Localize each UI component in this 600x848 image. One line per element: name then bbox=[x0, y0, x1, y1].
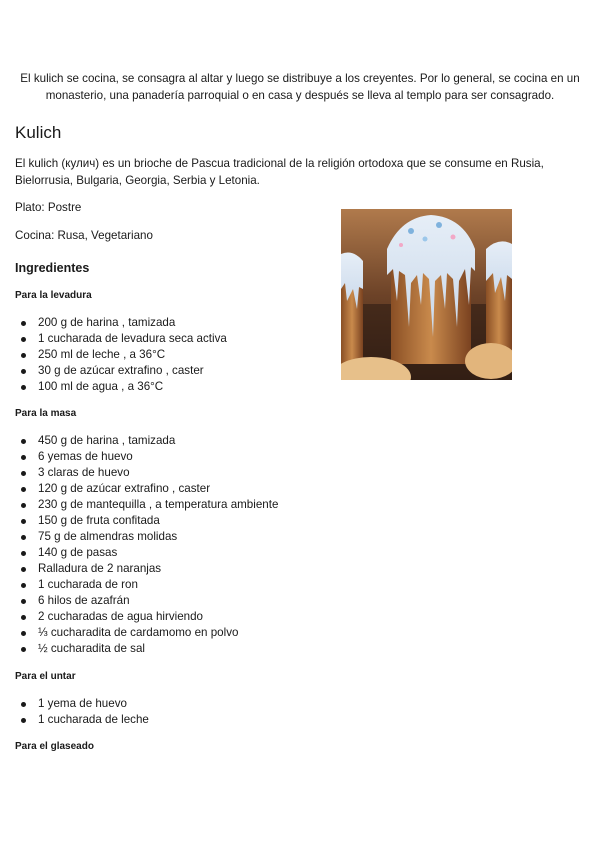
ingredient-item: 1 cucharada de leche bbox=[15, 712, 149, 728]
ingredient-item: 3 claras de huevo bbox=[15, 465, 278, 481]
section-title: Para la levadura bbox=[15, 290, 92, 301]
ingredient-list bbox=[15, 433, 278, 657]
ingredients-heading: Ingredientes bbox=[15, 261, 90, 275]
ingredient-item: 2 cucharadas de agua hirviendo bbox=[15, 609, 278, 625]
section-title: Para la masa bbox=[15, 408, 77, 419]
ingredient-item: 230 g de mantequilla , a temperatura ambiente bbox=[15, 497, 278, 513]
ingredient-item: 30 g de azúcar extrafino , caster bbox=[15, 363, 227, 379]
recipe-cuisine: Cocina: Rusa, Vegetariano bbox=[15, 229, 153, 242]
ingredient-item: 1 cucharada de ron bbox=[15, 577, 278, 593]
ingredient-item: 1 yema de huevo bbox=[15, 696, 149, 712]
ingredient-item: 6 yemas de huevo bbox=[15, 449, 278, 465]
section-title: Para el glaseado bbox=[15, 741, 94, 752]
intro-paragraph: El kulich se cocina, se consagra al altar y luego se distribuye a los creyentes. Por lo general, se cocina en un monasterio, una panadería parroquial o en casa y después se lleva al templo para ser consagrado. bbox=[20, 72, 580, 102]
ingredient-item: 120 g de azúcar extrafino , caster bbox=[15, 481, 278, 497]
ingredient-item: 140 g de pasas bbox=[15, 545, 278, 561]
kulich-photo bbox=[341, 209, 512, 380]
recipe-plate: Plato: Postre bbox=[15, 201, 82, 214]
ingredient-list bbox=[15, 315, 227, 395]
ingredient-item: 150 g de fruta confitada bbox=[15, 513, 278, 529]
ingredient-item: 1 cucharada de levadura seca activa bbox=[15, 331, 227, 347]
ingredient-item: 200 g de harina , tamizada bbox=[15, 315, 227, 331]
ingredient-item: 75 g de almendras molidas bbox=[15, 529, 278, 545]
ingredient-item: 250 ml de leche , a 36°C bbox=[15, 347, 227, 363]
ingredient-item: Ralladura de 2 naranjas bbox=[15, 561, 278, 577]
ingredient-item: 100 ml de agua , a 36°C bbox=[15, 379, 227, 395]
ingredient-item: 6 hilos de azafrán bbox=[15, 593, 278, 609]
recipe-description: El kulich (кулич) es un brioche de Pascua tradicional de la religión ortodoxa que se consume en Rusia, Bielorrusia, Bulgaria, Georgia, Serbia y Letonia. bbox=[15, 157, 544, 187]
ingredient-item: ½ cucharadita de sal bbox=[15, 641, 278, 657]
ingredient-list bbox=[15, 696, 149, 728]
section-title: Para el untar bbox=[15, 671, 76, 682]
ingredient-item: 450 g de harina , tamizada bbox=[15, 433, 278, 449]
ingredient-item: ⅓ cucharadita de cardamomo en polvo bbox=[15, 625, 278, 641]
recipe-title: Kulich bbox=[15, 123, 62, 142]
